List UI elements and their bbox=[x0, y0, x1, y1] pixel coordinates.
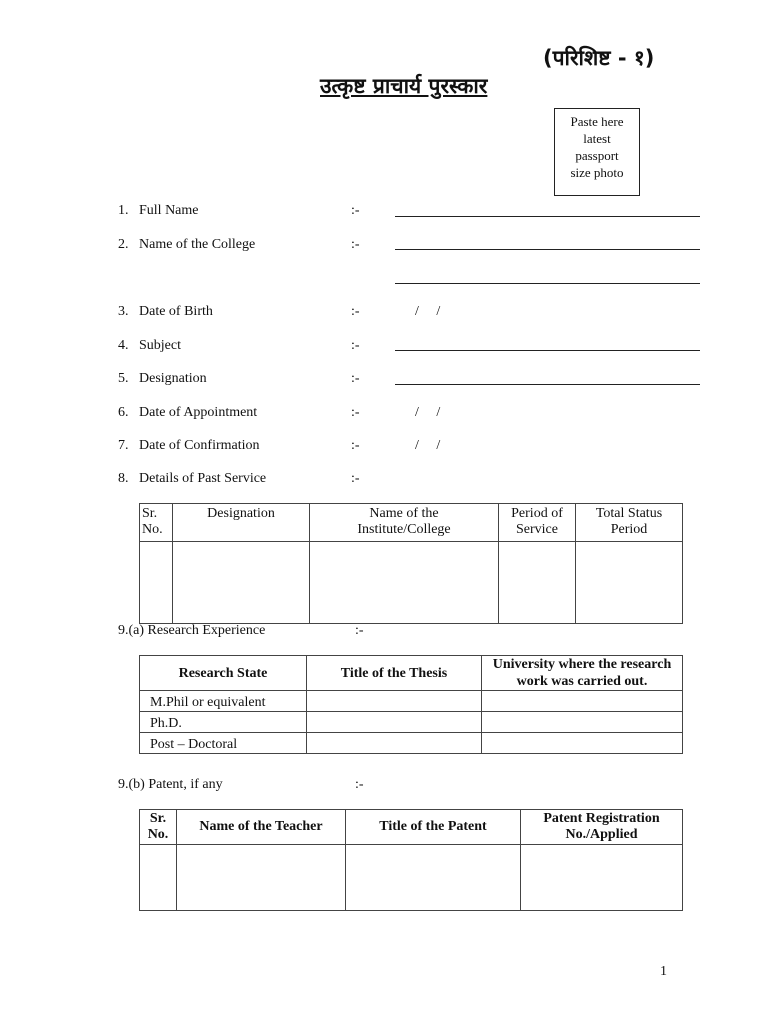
table-header: Designation bbox=[173, 504, 310, 542]
appointment-date-field[interactable]: / / bbox=[415, 405, 441, 420]
page-number: 1 bbox=[660, 964, 667, 979]
photo-box-line: passport bbox=[575, 148, 619, 163]
college-name-line[interactable] bbox=[395, 249, 700, 250]
table-header: Name of the Institute/College bbox=[310, 504, 499, 542]
designation-line[interactable] bbox=[395, 384, 700, 385]
table-cell[interactable] bbox=[307, 712, 482, 733]
field-number: 8. bbox=[118, 471, 129, 486]
field-number: 6. bbox=[118, 405, 129, 420]
table-cell[interactable] bbox=[576, 542, 683, 624]
field-label-dob: Date of Birth bbox=[139, 304, 213, 319]
table-header: Sr. No. bbox=[140, 504, 173, 542]
field-label-designation: Designation bbox=[139, 371, 207, 386]
patent-label: 9.(b) Patent, if any bbox=[118, 777, 223, 792]
dob-date-field[interactable]: / / bbox=[415, 304, 441, 319]
field-colon: :- bbox=[351, 237, 360, 252]
table-header: Patent Registration No./Applied bbox=[521, 810, 683, 845]
photo-box-line: size photo bbox=[570, 165, 624, 180]
field-colon: :- bbox=[351, 438, 360, 453]
field-number: 2. bbox=[118, 237, 129, 252]
college-name-line-2[interactable] bbox=[395, 283, 700, 284]
research-state-cell: Ph.D. bbox=[140, 712, 307, 733]
table-row bbox=[140, 542, 683, 624]
field-label-appointment: Date of Appointment bbox=[139, 405, 258, 420]
field-colon: :- bbox=[351, 371, 360, 386]
field-colon: :- bbox=[351, 203, 360, 218]
field-colon: :- bbox=[355, 777, 364, 792]
field-colon: :- bbox=[351, 304, 360, 319]
table-header: Research State bbox=[140, 656, 307, 691]
table-header: Title of the Patent bbox=[346, 810, 521, 845]
field-colon: :- bbox=[351, 471, 360, 486]
field-number: 1. bbox=[118, 203, 129, 218]
research-state-cell: Post – Doctoral bbox=[140, 733, 307, 754]
form-title: उत्कृष्ट प्राचार्य पुरस्कार bbox=[320, 74, 488, 98]
confirmation-date-field[interactable]: / / bbox=[415, 438, 441, 453]
past-service-table bbox=[139, 503, 683, 624]
table-cell[interactable] bbox=[307, 733, 482, 754]
table-row bbox=[140, 733, 683, 754]
table-cell[interactable] bbox=[173, 542, 310, 624]
table-cell[interactable] bbox=[499, 542, 576, 624]
research-label: 9.(a) Research Experience bbox=[118, 623, 266, 638]
table-cell[interactable] bbox=[482, 691, 683, 712]
table-cell[interactable] bbox=[482, 712, 683, 733]
field-number: 7. bbox=[118, 438, 129, 453]
photo-box-line: latest bbox=[583, 131, 611, 146]
research-table bbox=[139, 655, 683, 754]
photo-box bbox=[554, 108, 640, 196]
table-cell[interactable] bbox=[140, 542, 173, 624]
table-cell[interactable] bbox=[346, 845, 521, 911]
field-label-past-service: Details of Past Service bbox=[139, 471, 267, 486]
patent-table bbox=[139, 809, 683, 911]
subject-line[interactable] bbox=[395, 350, 700, 351]
field-number: 4. bbox=[118, 338, 129, 353]
field-label-subject: Subject bbox=[139, 338, 181, 353]
table-row bbox=[140, 712, 683, 733]
table-cell[interactable] bbox=[307, 691, 482, 712]
table-cell[interactable] bbox=[521, 845, 683, 911]
field-label-college: Name of the College bbox=[139, 237, 256, 252]
table-header: Title of the Thesis bbox=[307, 656, 482, 691]
table-header: Sr. No. bbox=[140, 810, 177, 845]
table-cell[interactable] bbox=[310, 542, 499, 624]
table-header: Total Status Period bbox=[576, 504, 683, 542]
field-number: 5. bbox=[118, 371, 129, 386]
table-header: University where the research work was carried out. bbox=[482, 656, 683, 691]
table-row bbox=[140, 691, 683, 712]
field-colon: :- bbox=[351, 338, 360, 353]
field-colon: :- bbox=[355, 623, 364, 638]
photo-box-line: Paste here bbox=[570, 114, 624, 129]
table-cell[interactable] bbox=[177, 845, 346, 911]
field-colon: :- bbox=[351, 405, 360, 420]
field-label-full-name: Full Name bbox=[139, 203, 199, 218]
table-row bbox=[140, 845, 683, 911]
field-label-confirmation: Date of Confirmation bbox=[139, 438, 260, 453]
full-name-line[interactable] bbox=[395, 216, 700, 217]
table-header: Period of Service bbox=[499, 504, 576, 542]
table-cell[interactable] bbox=[140, 845, 177, 911]
table-header: Name of the Teacher bbox=[177, 810, 346, 845]
table-cell[interactable] bbox=[482, 733, 683, 754]
research-state-cell: M.Phil or equivalent bbox=[140, 691, 307, 712]
field-number: 3. bbox=[118, 304, 129, 319]
appendix-label: (परिशिष्ट - १) bbox=[543, 46, 655, 70]
